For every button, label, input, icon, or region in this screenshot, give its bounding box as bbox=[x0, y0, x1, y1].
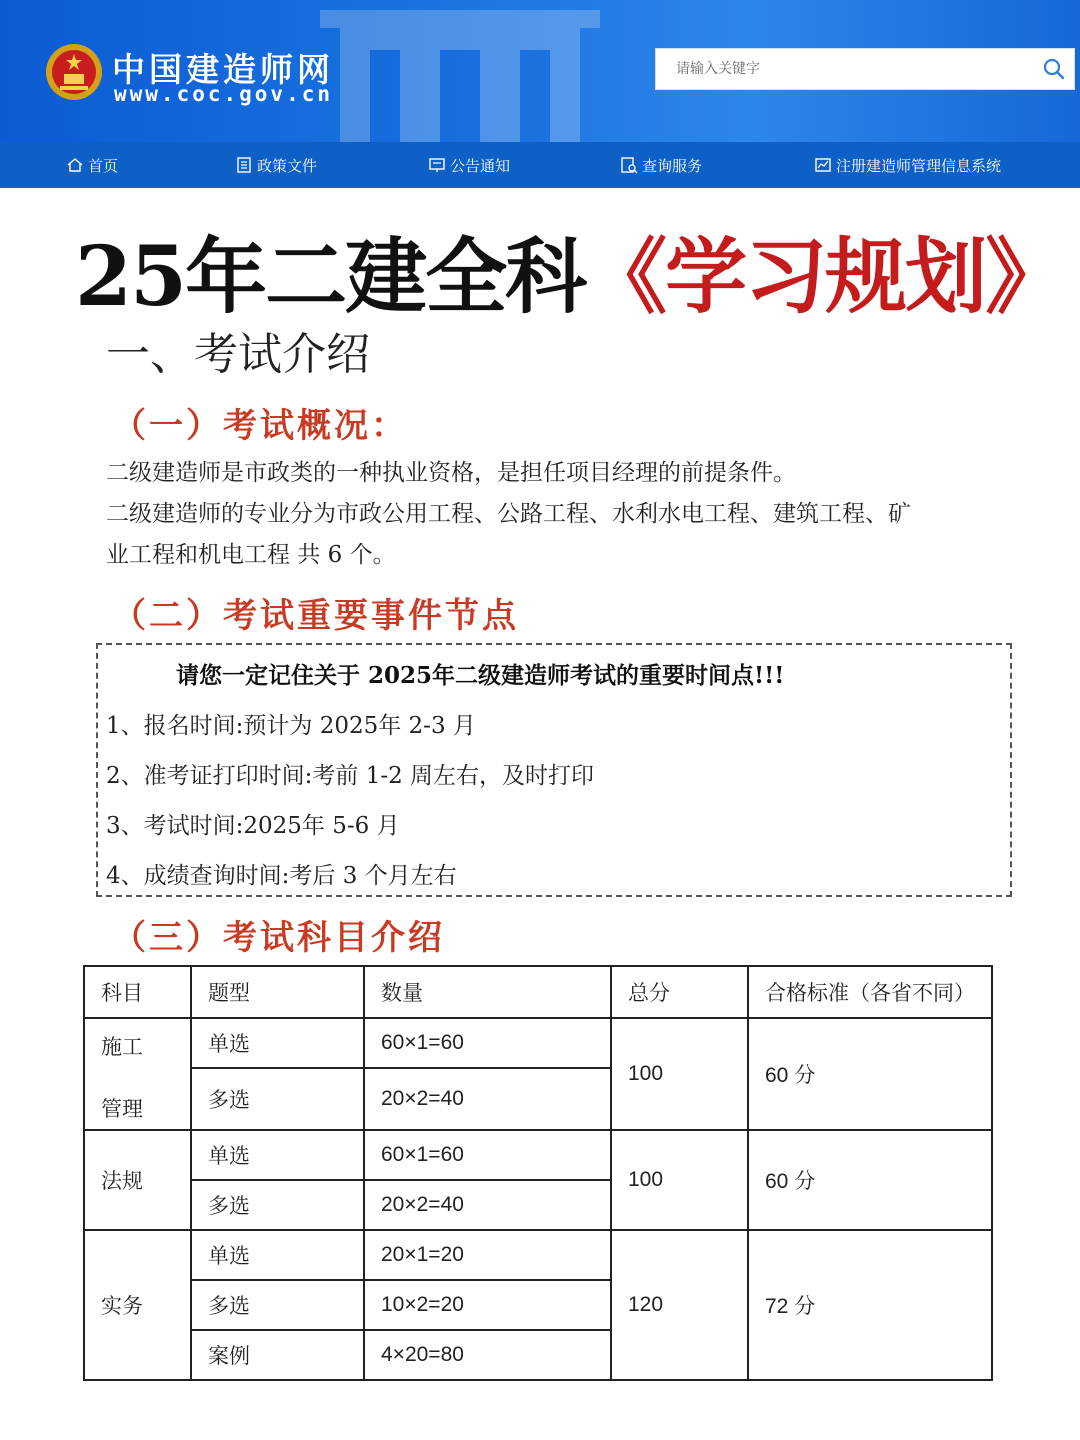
total-cell: 120 bbox=[611, 1230, 748, 1380]
query-icon bbox=[620, 156, 638, 174]
type-cell: 单选 bbox=[191, 1230, 364, 1280]
nav-item-label: 首页 bbox=[88, 156, 119, 175]
type-cell: 多选 bbox=[191, 1280, 364, 1330]
home-icon bbox=[66, 156, 84, 174]
nav-item-label: 注册建造师管理信息系统 bbox=[836, 156, 1002, 175]
quantity-cell: 20×2=40 bbox=[364, 1180, 611, 1230]
chart-icon bbox=[814, 156, 832, 174]
table-header-row bbox=[84, 966, 992, 1018]
column-header-pass-standard: 合格标准（各省不同） bbox=[748, 966, 992, 1018]
quantity-cell: 60×1=60 bbox=[364, 1130, 611, 1180]
total-cell: 100 bbox=[611, 1018, 748, 1130]
quantity-cell: 20×1=20 bbox=[364, 1230, 611, 1280]
title-highlight: 《学习规划》 bbox=[585, 229, 1066, 325]
main-nav bbox=[0, 142, 1080, 188]
subject-line: 施工 bbox=[101, 1035, 143, 1059]
subheading-key-dates: （二）考试重要事件节点 bbox=[112, 596, 519, 636]
nav-item-home[interactable] bbox=[66, 142, 118, 188]
pass-cell: 60 分 bbox=[748, 1018, 992, 1130]
type-cell: 案例 bbox=[191, 1330, 364, 1380]
subject-cell-practice: 实务 bbox=[84, 1230, 191, 1380]
table-row bbox=[84, 1018, 992, 1068]
type-cell: 多选 bbox=[191, 1180, 364, 1230]
nav-item-registry-system[interactable] bbox=[814, 142, 1001, 188]
total-cell: 100 bbox=[611, 1130, 748, 1230]
table-row bbox=[84, 1230, 992, 1280]
key-date-item: 2、准考证打印时间:考前 1-2 周左右，及时打印 bbox=[106, 763, 595, 789]
nav-item-notice[interactable] bbox=[428, 142, 510, 188]
nav-item-label: 公告通知 bbox=[450, 156, 511, 175]
column-header-quantity: 数量 bbox=[364, 966, 611, 1018]
search-input[interactable] bbox=[656, 49, 1026, 89]
pass-cell: 60 分 bbox=[748, 1130, 992, 1230]
overview-paragraph-2-line-2: 业工程和机电工程 共 6 个。 bbox=[106, 542, 396, 568]
subheading-subjects: （三）考试科目介绍 bbox=[112, 918, 445, 958]
overview-paragraph-2-line-1: 二级建造师的专业分为市政公用工程、公路工程、水利水电工程、建筑工程、矿 bbox=[106, 501, 911, 527]
subheading-overview: （一）考试概况： bbox=[112, 406, 408, 446]
title-main: 25年二建全科 bbox=[75, 229, 586, 325]
table-row bbox=[84, 1130, 992, 1180]
search-icon[interactable] bbox=[1042, 57, 1066, 81]
page-title bbox=[75, 212, 1065, 329]
site-name[interactable]: 中国建造师网 bbox=[112, 50, 334, 89]
nav-item-label: 查询服务 bbox=[642, 156, 703, 175]
quantity-cell: 4×20=80 bbox=[364, 1330, 611, 1380]
column-header-subject: 科目 bbox=[84, 966, 191, 1018]
column-header-total: 总分 bbox=[611, 966, 748, 1018]
site-url[interactable]: www.coc.gov.cn bbox=[114, 82, 334, 106]
pass-cell: 72 分 bbox=[748, 1230, 992, 1380]
key-dates-title: 请您一定记住关于 2025年二级建造师考试的重要时间点!!! bbox=[176, 662, 785, 689]
building-background-image bbox=[300, 0, 620, 142]
nav-item-label: 政策文件 bbox=[257, 156, 318, 175]
document-icon bbox=[235, 156, 253, 174]
quantity-cell: 10×2=20 bbox=[364, 1280, 611, 1330]
type-cell: 多选 bbox=[191, 1068, 364, 1130]
subjects-table bbox=[83, 965, 993, 1381]
key-dates-box bbox=[96, 643, 1012, 897]
key-date-item: 3、考试时间:2025年 5-6 月 bbox=[106, 813, 400, 839]
search-box bbox=[655, 48, 1075, 90]
subject-cell-construction-management bbox=[84, 1018, 191, 1130]
key-date-item: 4、成绩查询时间:考后 3 个月左右 bbox=[106, 863, 457, 889]
nav-item-query[interactable] bbox=[620, 142, 702, 188]
overview-paragraph-1: 二级建造师是市政类的一种执业资格，是担任项目经理的前提条件。 bbox=[106, 460, 796, 486]
quantity-cell: 60×1=60 bbox=[364, 1018, 611, 1068]
key-date-item: 1、报名时间:预计为 2025年 2-3 月 bbox=[106, 713, 476, 739]
type-cell: 单选 bbox=[191, 1018, 364, 1068]
notice-icon bbox=[428, 156, 446, 174]
nav-item-policy[interactable] bbox=[235, 142, 317, 188]
section-heading-exam-intro: 一、考试介绍 bbox=[106, 329, 370, 380]
national-emblem-icon[interactable] bbox=[44, 42, 104, 102]
type-cell: 单选 bbox=[191, 1130, 364, 1180]
subject-cell-regulations: 法规 bbox=[84, 1130, 191, 1230]
subject-line: 管理 bbox=[101, 1097, 143, 1121]
quantity-cell: 20×2=40 bbox=[364, 1068, 611, 1130]
site-header bbox=[0, 0, 1080, 142]
column-header-type: 题型 bbox=[191, 966, 364, 1018]
